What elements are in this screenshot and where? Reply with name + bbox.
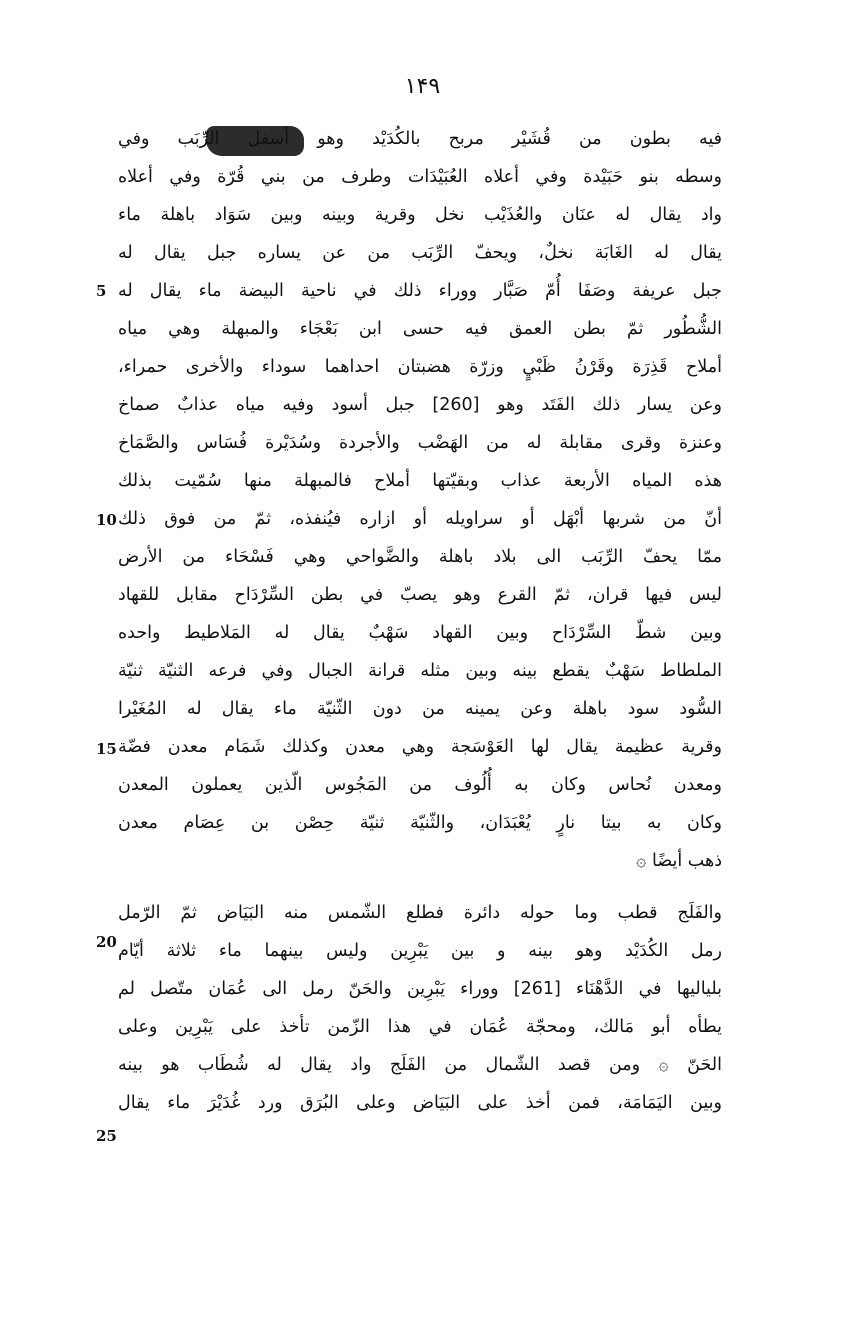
text-line: وعنزة وقرى مقابلة له من الهَضْب والأجردة وسُدَيْرة فُسَاس والصَّمَاخ — [118, 433, 722, 453]
paragraph-gap — [118, 880, 722, 894]
text-line: السُّود سود باهلة وعن يمينه من دون الثّنيّة ماء يقال له المُغَيْرا — [118, 699, 722, 719]
page-number: ۱۴۹ — [404, 74, 441, 99]
text-line: ذهب أيضًا ۞ — [636, 851, 722, 871]
text-line: أملاح قَذِرَة وقَرْنُ ظَبْيٍ وزرّة هضبتان احداهما سوداء والأخرى حمراء، — [118, 357, 722, 377]
line-number-15: 15 — [96, 740, 117, 758]
text-line: ممّا يحفّ الرِّبَب الى بلاد باهلة والضَّواحي وهي فَسْحَاء من الأرض — [118, 547, 722, 567]
text-line: يقال له الغَابَة نخلٌ، ويحفّ الرِّبَب من عن يساره جبل يقال له — [118, 243, 722, 263]
text-line: ليس فيها قران، ثمّ القرع وهو يصبّ في بطن السِّرْدَاح مقابل للقهاد — [118, 585, 722, 605]
text-line: الشُّطُور ثمّ بطن العمق فيه حسى ابن بَعْجَاء والمبهلة وهي مياه — [118, 319, 722, 339]
text-line: والفَلَج قطب وما حوله دائرة فطلع الشّمس منه البَيَاض ثمّ الرّمل — [118, 903, 722, 923]
text-line: جبل عريفة وصَفَا أُمّ صَبَّار ووراء ذلك في ناحية البيضة ماء يقال له — [118, 281, 722, 301]
text-line: الحَنّ ۞ ومن قصد الشّمال من الفَلَج واد يقال له شُطَاب هو بينه — [118, 1055, 722, 1075]
text-line: واد يقال له عنَان والعُذَيْب نخل وقرية وبينه وبين سَوَاد باهلة ماء — [118, 205, 722, 225]
text-line: أنّ من شربها أبْهَل أو سراويله أو ازاره فيُنفذه، ثمّ من فوق ذلك — [118, 509, 722, 529]
text-line: بلياليها في الدَّهْنَاء [261] ووراء يَبْرِين والحَنّ رمل الى عُمَان متّصل لم — [118, 979, 722, 999]
line-number-10: 10 — [96, 511, 117, 529]
text-line: هذه المياه الأربعة عذاب وبقيّتها أملاح فالمبهلة منها سُمّيت بذلك — [118, 471, 722, 491]
text-line: فيه بطون من قُشَيْر مربح بالكُدَيْد وهو أسفل الرِّبَب وفي — [118, 129, 722, 149]
text-line: يطأه أبو مَالك، ومحجّة عُمَان في هذا الزّمن تأخذ على يَبْرِين وعلى — [118, 1017, 722, 1037]
line-number-20: 20 — [96, 933, 117, 951]
text-line: الملطاط سَهْبٌ يقطع بينه وبين مثله قرانة الجبال وفي فرعه الثنيّة ثنيّة — [118, 661, 722, 681]
text-line: وبين شطّ السِّرْدَاح وبين القهاد سَهْبٌ يقال له المَلاطيط واحده — [118, 623, 722, 643]
paragraph-2 — [118, 894, 722, 1122]
line-number-5: 5 — [96, 282, 107, 300]
line-number-25: 25 — [96, 1127, 117, 1145]
paragraph-1 — [118, 120, 722, 880]
text-line: وبين اليَمَامَة، فمن أخذ على البَيَاض وعلى البُرَق ورد غُدَيْرَ ماء يقال — [118, 1093, 722, 1113]
text-line: وسطه بنو حَبَيْدة وفي أعلاه العُبَيْدَات وطرف من بني قُرّة وفي أعلاه — [118, 167, 722, 187]
text-block — [118, 120, 722, 1122]
text-line: وكان به بيتا نارٍ يُعْبَدَان، والثّنيّة ثنيّة حِصْن بن عِصَام معدن — [118, 813, 722, 833]
text-line: وعن يسار ذلك الفَتَد وهو [260] جبل أسود وفيه مياه عذابٌ صماخ — [118, 395, 722, 415]
text-line: ومعدن نُحاس وكان به أُلُوف من المَجُوس الّذين يعملون المعدن — [118, 775, 722, 795]
text-line: وقرية عظيمة يقال لها العَوْسَجة وهي معدن وكذلك شَمَام معدن فضّة — [118, 737, 722, 757]
text-line: رمل الكُدَيْد وهو بينه و بين يَبْرِين وليس بينهما ماء ثلاثة أيّام — [118, 941, 722, 961]
